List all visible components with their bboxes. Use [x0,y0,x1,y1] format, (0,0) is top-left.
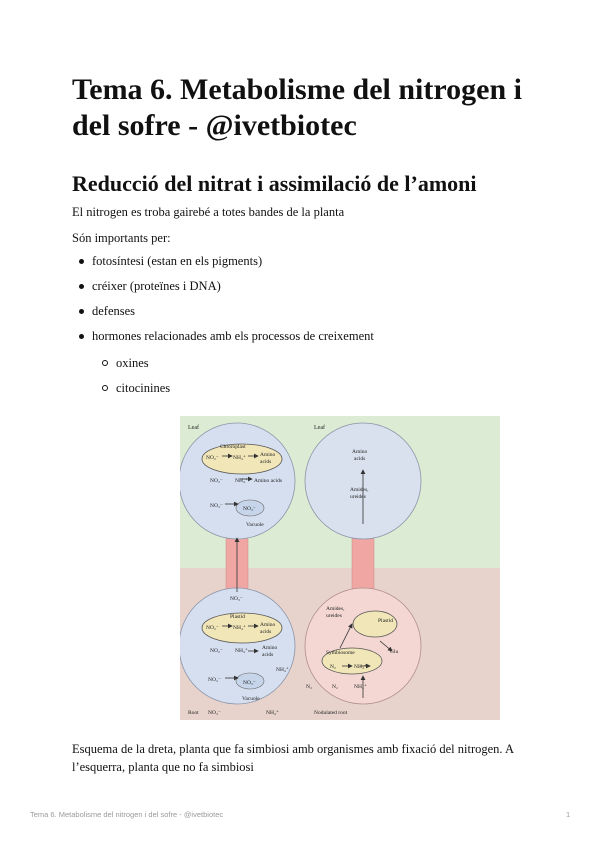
root-cell-left [180,588,295,704]
label-acids-d: acids [262,652,274,658]
label-nh4-f: NH₄⁺ [266,710,279,716]
important-for-paragraph: Són importants per: [72,231,171,245]
label-nh4-h: NH₄⁺ [354,684,367,690]
label-no2-d: NO₂⁻ [210,648,223,654]
list-item: defenses [72,303,532,320]
label-no3-e: NO₃⁻ [208,710,221,716]
label-no3-a: NO₃⁻ [210,503,223,509]
label-acids-a: acids [260,459,272,465]
label-ureides-a: ureides [350,494,366,500]
label-nh4-g: NH₄⁺ [354,664,367,670]
nitrogen-assimilation-figure [180,416,500,720]
list-item: citocinines [96,380,556,397]
label-amides-b: Amides, [326,606,345,612]
label-symbiosome: Symbiosome [326,650,355,656]
label-glu: Glu [390,649,399,655]
label-nh4-b: NH₄⁺ [235,478,248,484]
label-n2-c: N₂ [332,684,338,690]
label-amino-b: Amino [352,449,368,455]
label-nh4-c: NH₄⁺ [233,625,246,631]
label-amides-a: Amides, [350,487,369,493]
list-item: créixer (proteïnes i DNA) [72,278,532,295]
label-root: Root [188,710,199,716]
section-heading: Reducció del nitrat i assimilació de l’amoni [72,171,477,196]
label-amino-c: Amino [260,622,276,628]
label-no3-d: NO₃⁻ [243,680,256,686]
label-nh4-d: NH₄⁺ [235,648,248,654]
label-amino-d: Amino [262,645,278,651]
label-no3-c: NO₃⁻ [230,596,243,602]
label-no2-b: NO₂⁻ [210,478,223,484]
label-no2-a: NO₂⁻ [206,455,219,461]
label-amino-a: Amino [260,452,276,458]
label-vacuole-bottom: Vacuole [242,696,260,702]
document-title: Tema 6. Metabolisme del nitrogen i del sofre - @ivetbiotec [72,73,522,142]
label-n2-b: N₂ [306,684,312,690]
label-acids-c: acids [260,629,272,635]
label-nh4-e: NH₄⁺ [276,667,289,673]
plastid-right-organelle [353,611,397,637]
list-item: oxines [96,355,556,372]
list-item: fotosíntesi (estan en els pigments) [72,253,532,270]
sub-bullet-list [96,355,556,397]
label-acids-b: acids [354,456,366,462]
label-nh4-a: NH₄⁺ [233,455,246,461]
label-plastid: Plastid [230,614,245,620]
label-no2-c: NO₂⁻ [206,625,219,631]
page-footer: Tema 6. Metabolisme del nitrogen i del sofre - @ivetbiotec [30,810,224,819]
label-leaf-left: Leaf [188,425,199,431]
label-chloroplast: Chloroplast [220,444,246,450]
label-no2-e: NO₂⁻ [208,677,221,683]
list-item: hormones relacionades amb els processos de creixement [72,328,532,345]
label-amino-acids-a: Amino acids [254,478,282,484]
label-plastid-right: Plastid [378,618,393,624]
figure-caption: Esquema de la dreta, planta que fa simbiosi amb organismes amb fixació del nitrogen. A l’esquerra, planta que no fa simbiosi [72,742,514,774]
label-vacuole-top: Vacuole [246,522,264,528]
bullet-list [72,253,532,345]
page-number: 1 [566,810,571,819]
label-leaf-right: Leaf [314,425,325,431]
label-ureides-b: ureides [326,613,342,619]
intro-paragraph: El nitrogen es troba gairebé a totes bandes de la planta [72,205,345,219]
label-n2-a: N₂ [330,664,336,670]
label-nodulated-root: Nodulated root [314,710,348,716]
label-no3-b: NO₃⁻ [243,506,256,512]
